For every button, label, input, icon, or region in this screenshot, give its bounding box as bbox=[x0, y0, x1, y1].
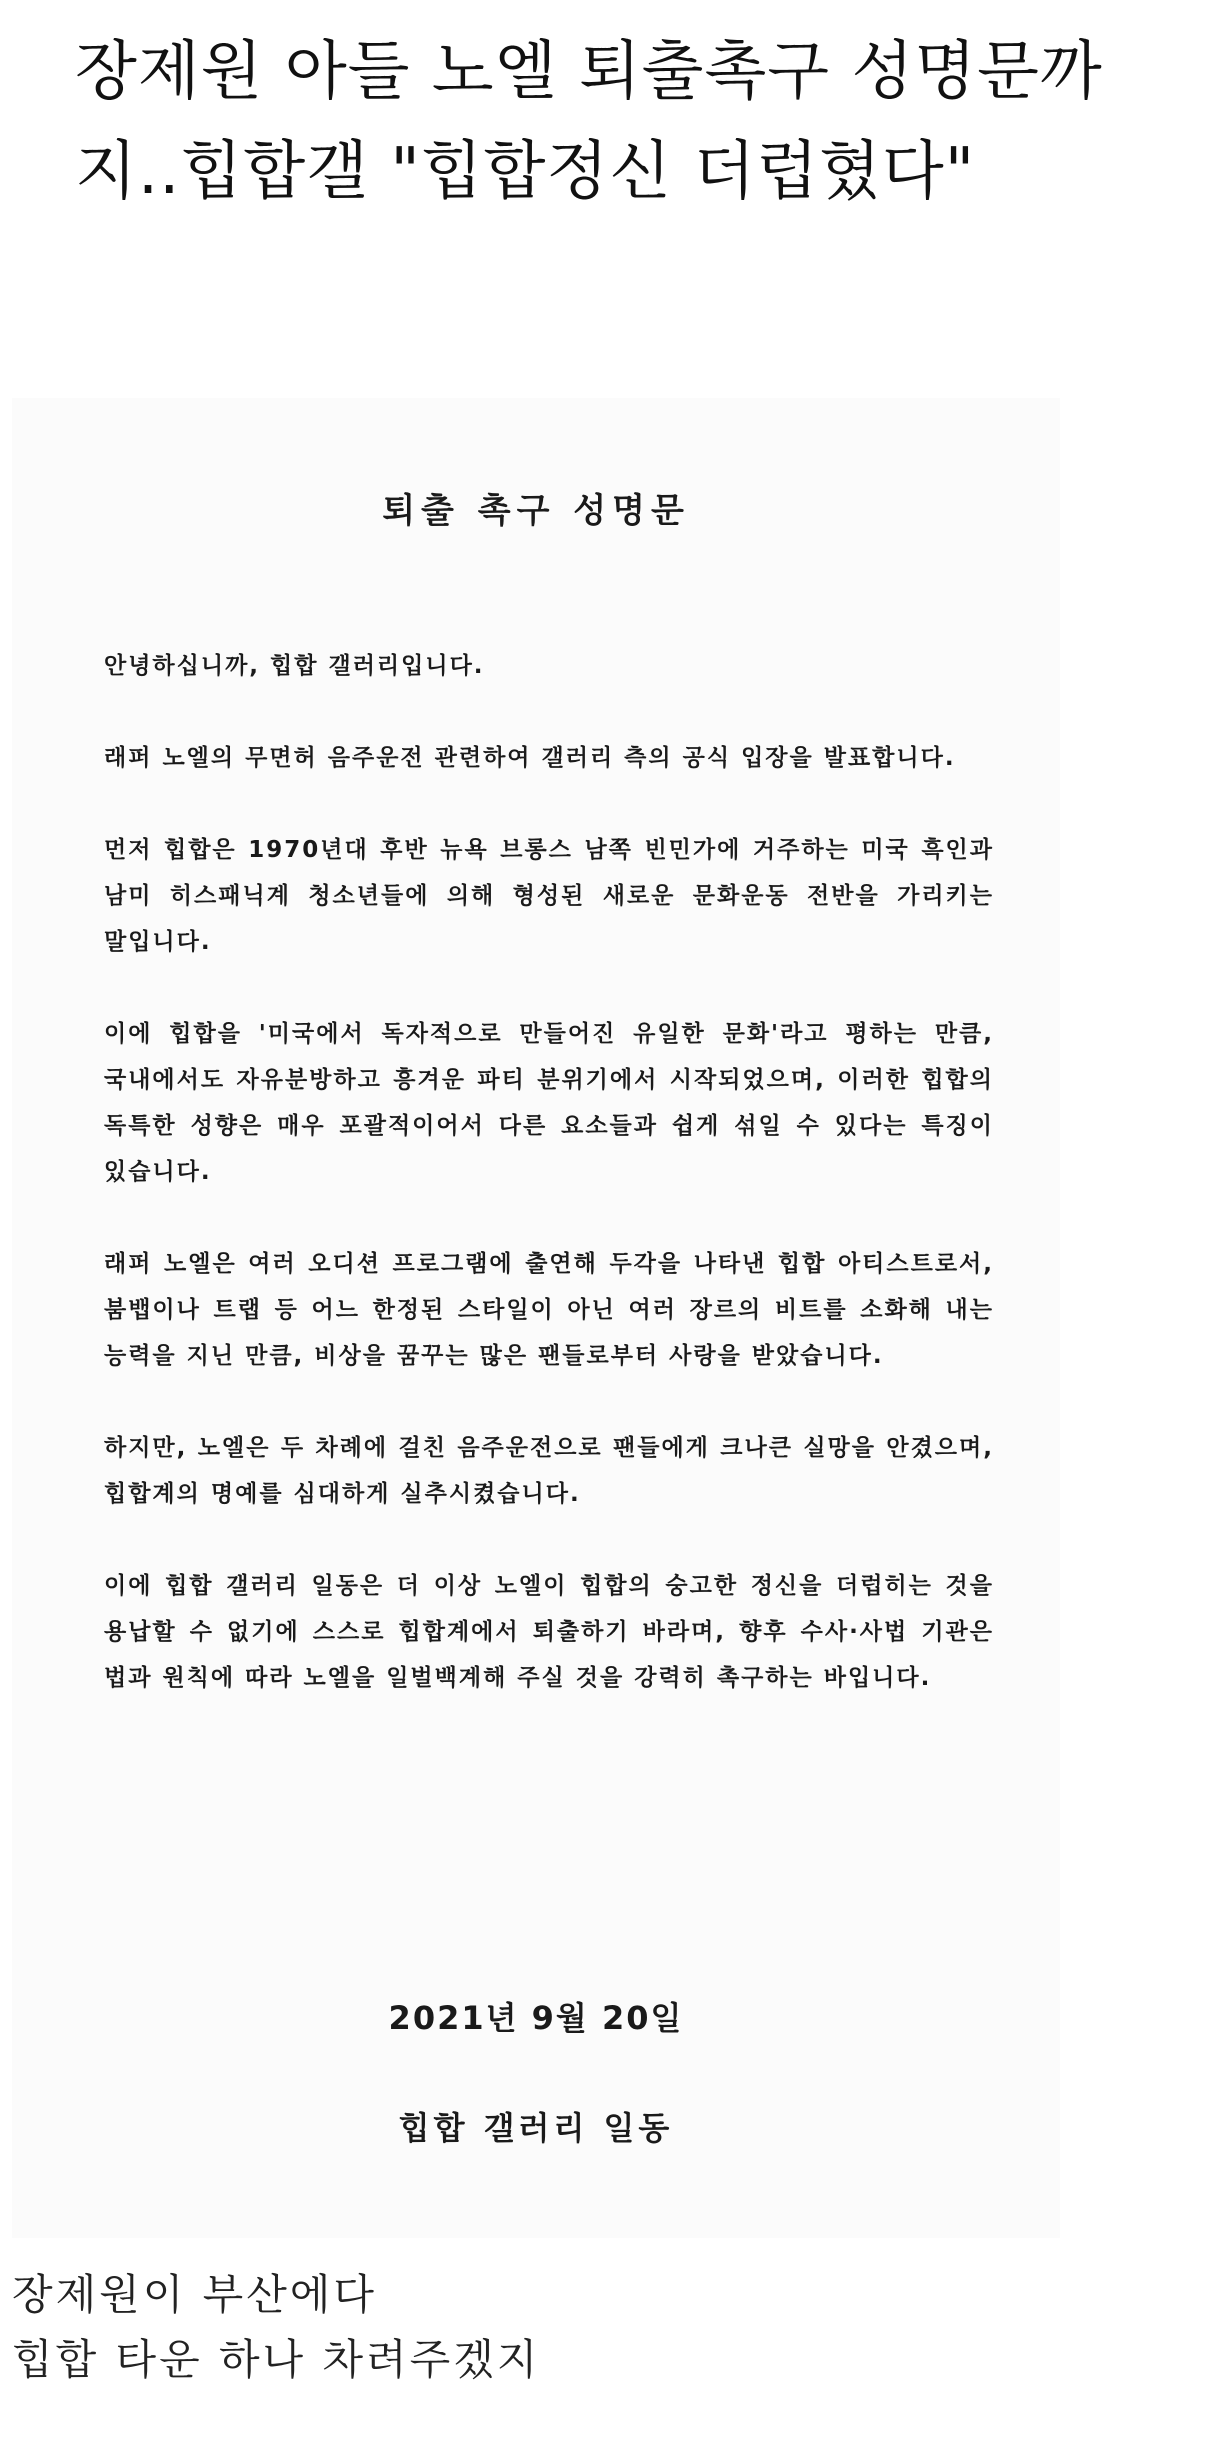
statement-paragraph: 하지만, 노엘은 두 차례에 걸친 음주운전으로 팬들에게 크나큰 실망을 안겼으며, 힙합계의 명예를 심대하게 실추시켰습니다. bbox=[104, 1435, 994, 1507]
statement-paragraph: 안녕하십니까, 힙합 갤러리입니다. bbox=[104, 653, 485, 679]
statement-paragraph: 먼저 힙합은 1970년대 후반 뉴욕 브롱스 남쪽 빈민가에 거주하는 미국 흑인과 남미 히스패닉계 청소년들에 의해 형성된 새로운 문화운동 전반을 가리키는 말입니다. bbox=[104, 837, 994, 955]
statement-paragraph: 이에 힙합을 '미국에서 독자적으로 만들어진 유일한 문화'라고 평하는 만큼, 국내에서도 자유분방하고 흥겨운 파티 분위기에서 시작되었으며, 이러한 힙합의 독특한 성향은 매우 포괄적이어서 다른 요소들과 쉽게 섞일 수 있다는 특징이 있습니다. bbox=[104, 1021, 994, 1185]
statement-paragraph: 래퍼 노엘은 여러 오디션 프로그램에 출연해 두각을 나타낸 힙합 아티스트로서, 붐뱁이나 트랩 등 어느 한정된 스타일이 아닌 여러 장르의 비트를 소화해 내는 능력을 지닌 만큼, 비상을 꿈꾸는 많은 팬들로부터 사랑을 받았습니다. bbox=[104, 1251, 994, 1369]
statement-paragraph: 이에 힙합 갤러리 일동은 더 이상 노엘이 힙합의 숭고한 정신을 더럽히는 것을 용납할 수 없기에 스스로 힙합계에서 퇴출하기 바라며, 향후 수사·사법 기관은 법과 원칙에 따라 노엘을 일벌백계해 주실 것을 강력히 촉구하는 바입니다. bbox=[104, 1573, 994, 1691]
statement-body bbox=[104, 643, 994, 1747]
statement-signature: 힙합 갤러리 일동 bbox=[398, 2109, 674, 2147]
statement-document-image bbox=[12, 398, 1060, 2238]
article-headline: 장제원 아들 노엘 퇴출촉구 성명문까지..힙합갤 "힙합정신 더럽혔다" bbox=[75, 35, 1103, 209]
user-comment bbox=[12, 2262, 1162, 2392]
statement-date: 2021년 9월 20일 bbox=[388, 1999, 684, 2037]
statement-title: 퇴출 촉구 성명문 bbox=[382, 491, 690, 531]
comment-line: 장제원이 부산에다 bbox=[12, 2270, 377, 2319]
comment-line: 힙합 타운 하나 차려주겠지 bbox=[12, 2335, 541, 2384]
statement-paragraph: 래퍼 노엘의 무면허 음주운전 관련하여 갤러리 측의 공식 입장을 발표합니다. bbox=[104, 745, 956, 771]
